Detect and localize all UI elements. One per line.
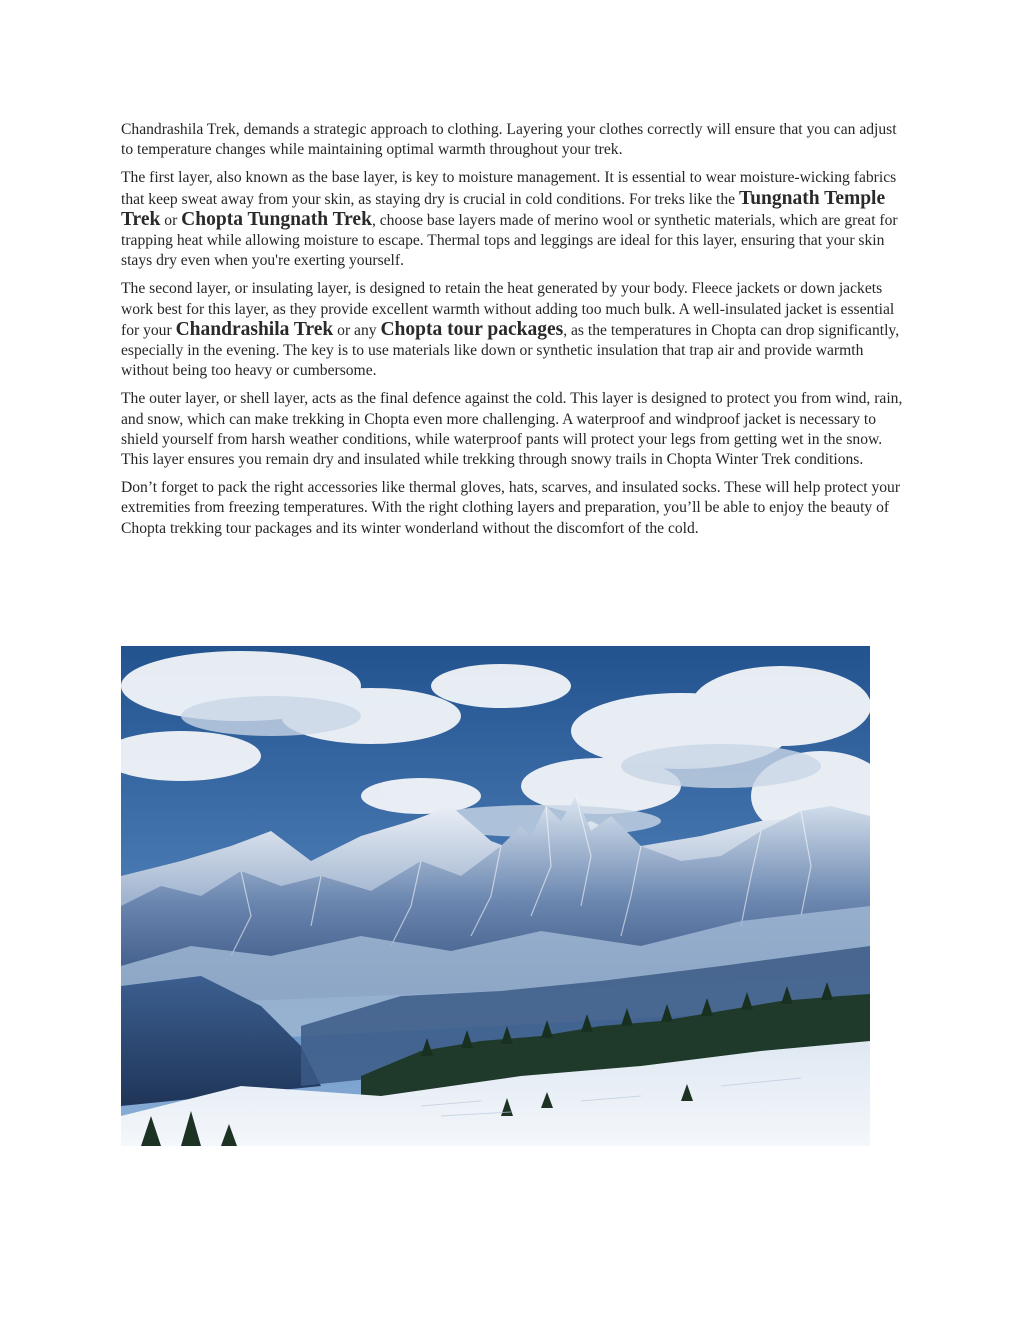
paragraph-intro: Chandrashila Trek, demands a strategic approach to clothing. Layering your clothes correctly will ensure that you can adjust to temperature changes while maintaining optimal warmth throughout your trek. bbox=[121, 121, 897, 159]
text-run: , choose base layers made of merino wool or synthetic materials, which are great for trapping heat while allowing moisture to escape. Thermal tops and leggings are ideal for this layer, ensuring that your skin stays dry even when you're exerting yourself. bbox=[121, 211, 898, 270]
article-body bbox=[121, 120, 903, 547]
link-tungnath-temple-trek[interactable]: Tungnath Temple Trek bbox=[121, 187, 886, 230]
paragraph-base-layer bbox=[121, 168, 903, 271]
paragraph-accessories: Don’t forget to pack the right accessories like thermal gloves, hats, scarves, and insulated socks. These will help protect your extremities from freezing temperatures. With the right clothing layers and preparation, you’ll be able to enjoy the beauty of Chopta trekking tour packages and its winter wonderland without the discomfort of the cold. bbox=[121, 479, 901, 537]
link-chopta-tungnath-trek[interactable]: Chopta Tungnath Trek bbox=[181, 208, 372, 230]
text-run: , as the temperatures in Chopta can drop significantly, especially in the evening. The key is to use materials like down or synthetic insulation that trap air and provide warmth without being too heavy or cumbersome. bbox=[121, 321, 900, 380]
text-run: or bbox=[160, 211, 182, 229]
text-run: or any bbox=[333, 321, 381, 339]
snowy-mountain-photo bbox=[121, 646, 870, 1146]
link-chandrashila-trek[interactable]: Chandrashila Trek bbox=[175, 318, 334, 340]
text-run: The first layer, also known as the base layer, is key to moisture management. It is essential to wear moisture-wicking fabrics that keep sweat away from your skin, as staying dry is crucial in cold conditions. For treks like the bbox=[121, 169, 897, 208]
text-run: The second layer, or insulating layer, is designed to retain the heat generated by your body. Fleece jackets or down jackets work best for this layer, as they provide excellent warmth without adding too much bulk. A well-insulated jacket is essential for your bbox=[121, 280, 895, 339]
snowy-mountain-landscape-icon bbox=[121, 646, 870, 1146]
paragraph-outer-layer: The outer layer, or shell layer, acts as the final defence against the cold. This layer is designed to protect you from wind, rain, and snow, which can make trekking in Chopta even more challenging. A waterproof and windproof jacket is necessary to shield yourself from harsh weather conditions, while waterproof pants will protect your legs from getting wet in the snow. This layer ensures you remain dry and insulated while trekking through snowy trails in Chopta Winter Trek conditions. bbox=[121, 390, 903, 469]
paragraph-insulating-layer bbox=[121, 279, 903, 381]
link-chopta-tour-packages[interactable]: Chopta tour packages bbox=[380, 318, 564, 340]
